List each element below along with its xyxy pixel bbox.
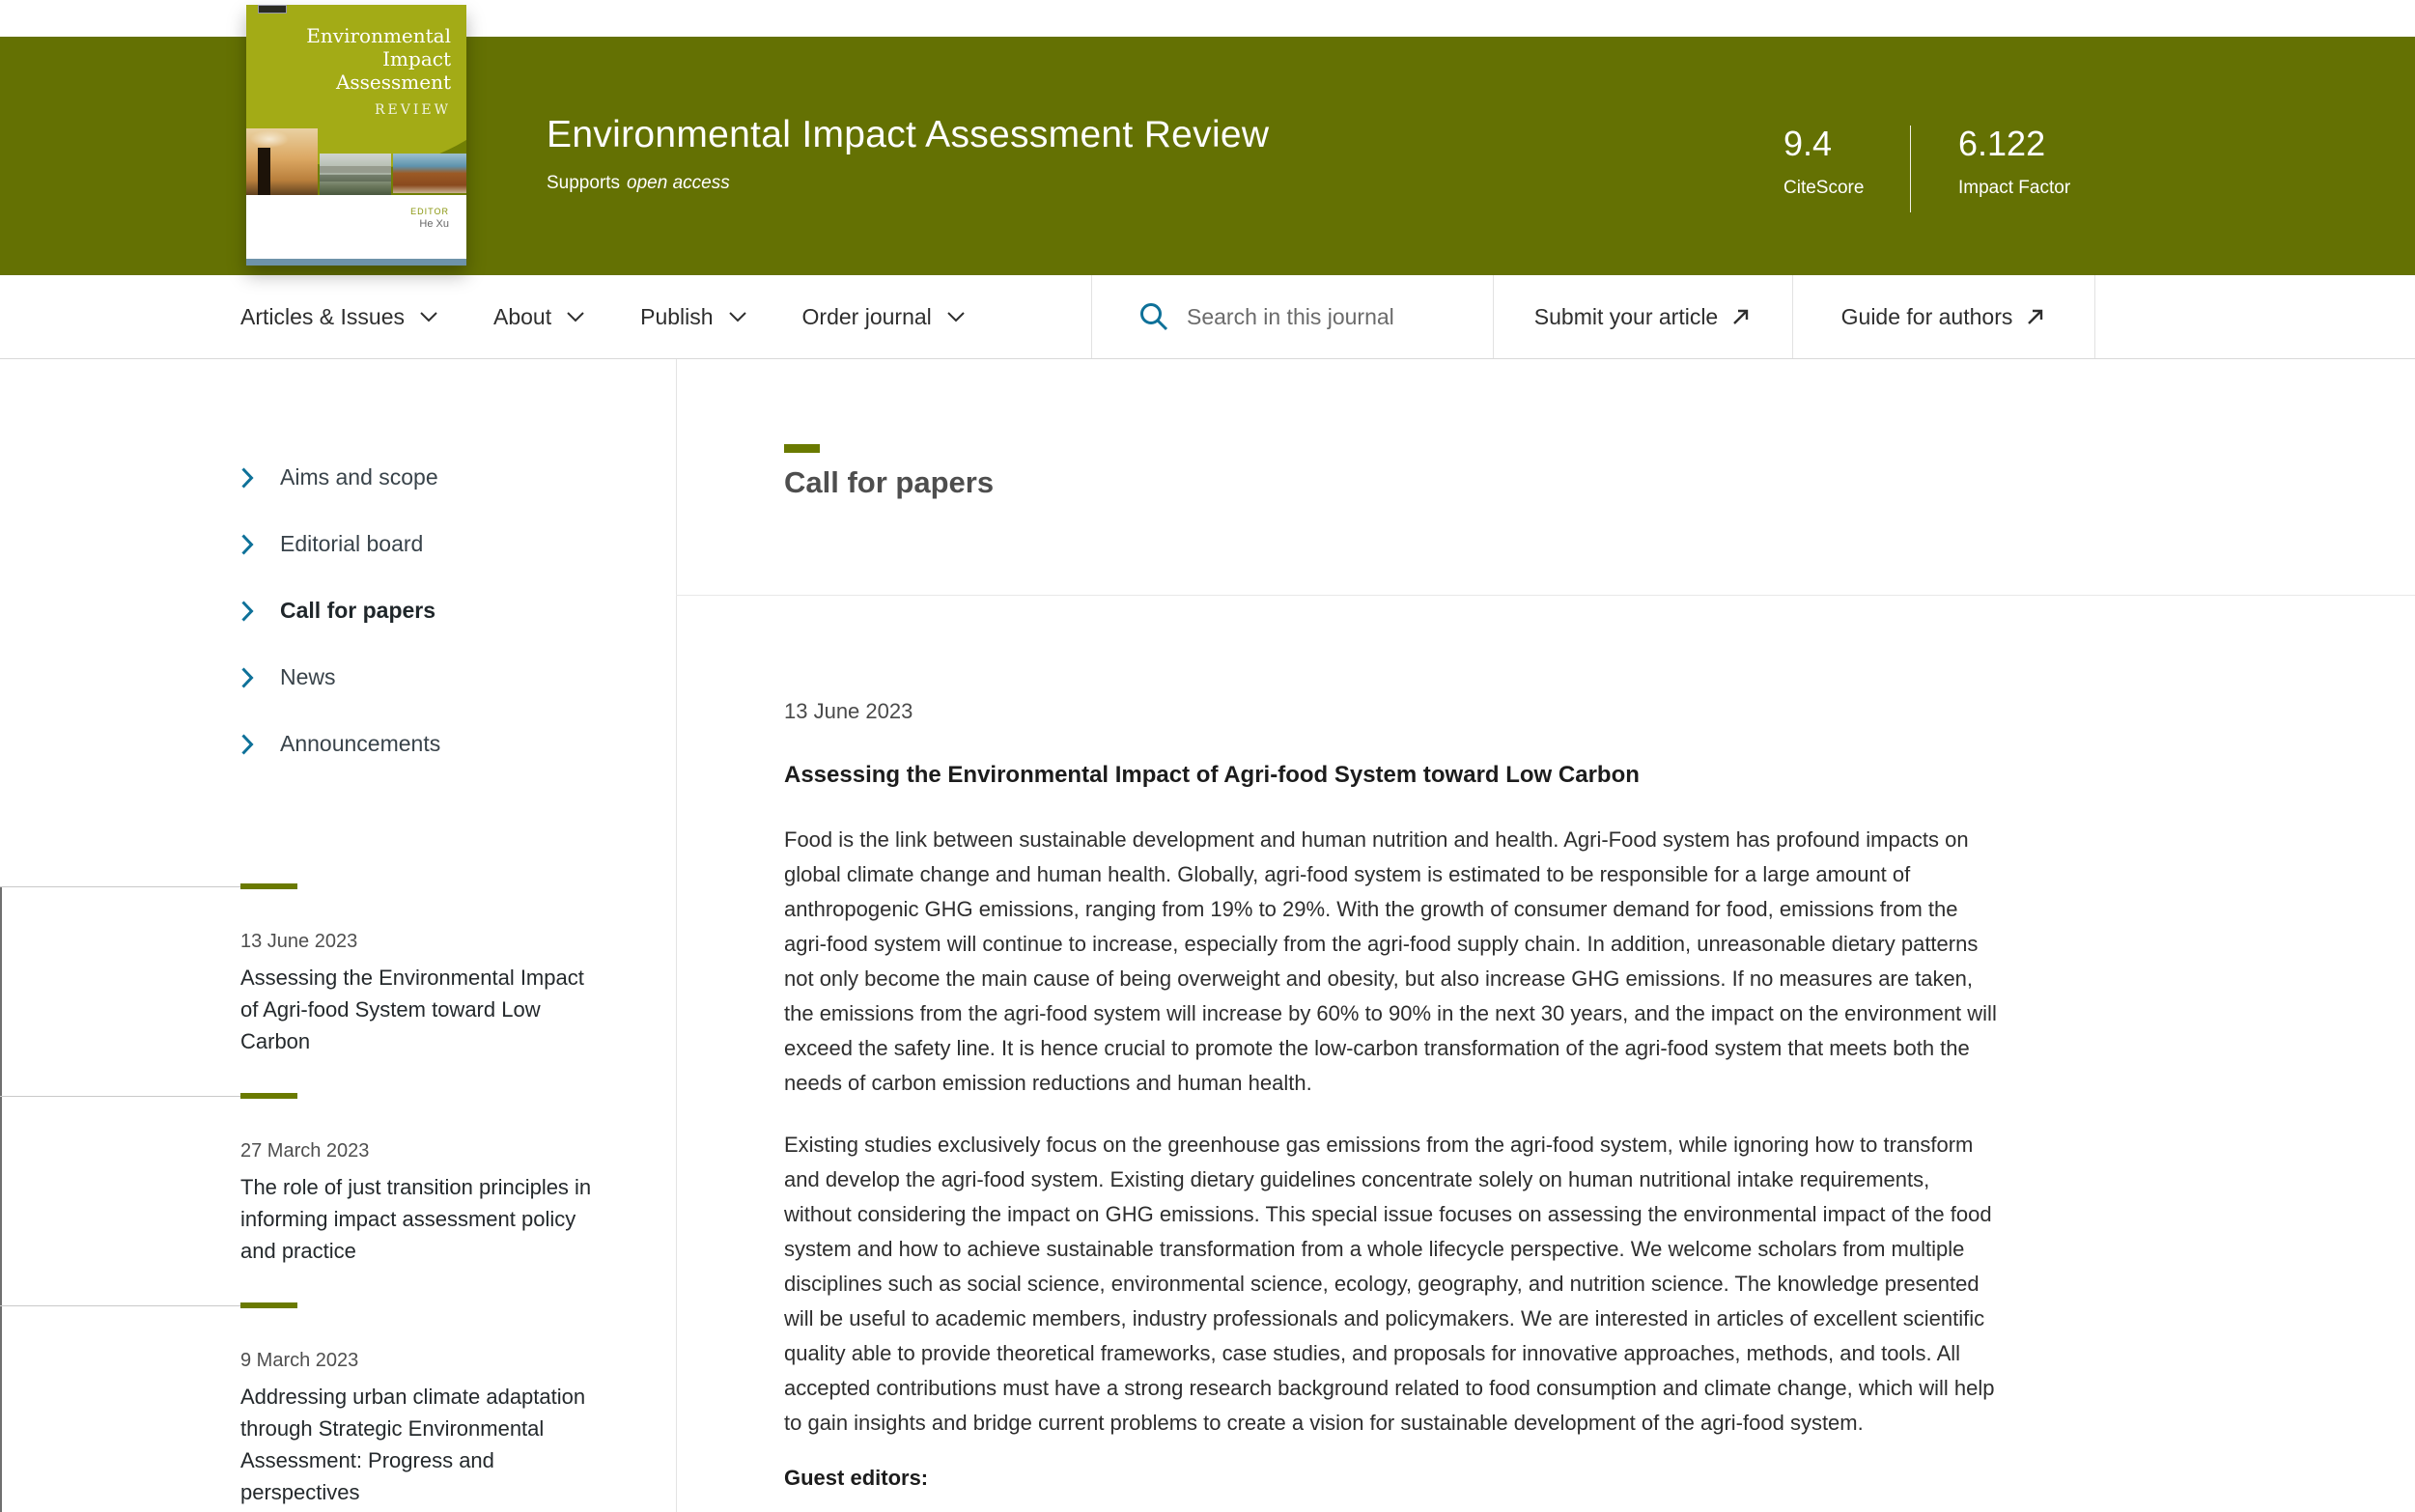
citescore-value: 9.4 — [1783, 124, 1833, 163]
news-date: 27 March 2023 — [240, 1140, 370, 1162]
sidebar-item-news[interactable]: News — [240, 644, 440, 711]
citescore-metric — [1783, 124, 1910, 212]
news-title: Addressing urban climate adaptation through Strategic Environmental Assessment: Progress and perspectives — [240, 1385, 586, 1504]
cover-issn-badge — [258, 5, 287, 14]
sidebar-news-list — [0, 886, 676, 1512]
news-item[interactable] — [0, 886, 676, 1096]
news-accent-dash — [240, 1093, 297, 1099]
sidebar-nav — [240, 444, 440, 777]
cover-subtitle: REVIEW — [374, 102, 451, 118]
news-divider — [0, 1305, 297, 1306]
submit-your-article-link[interactable]: Submit your article — [1493, 275, 1792, 358]
impact-factor-label: Impact Factor — [1958, 178, 2071, 198]
sidebar-item-editorial-board[interactable]: Editorial board — [240, 511, 440, 577]
article-title: Assessing the Environmental Impact of Agri-food System toward Low Carbon — [784, 762, 1640, 788]
sidebar-item-aims-and-scope[interactable]: Aims and scope — [240, 444, 440, 511]
supports-open-access: Supports open access — [547, 173, 730, 193]
chevron-down-icon — [419, 311, 438, 322]
search-input[interactable] — [1091, 275, 1493, 358]
news-item[interactable] — [0, 1305, 676, 1512]
journal-title: Environmental Impact Assessment Review — [547, 114, 1270, 155]
chevron-right-icon — [240, 533, 254, 556]
chevron-right-icon — [240, 666, 254, 689]
cover-bottom-bar — [246, 259, 466, 266]
navbar-actions — [1091, 275, 2095, 358]
guest-editors-label: Guest editors: — [784, 1466, 929, 1490]
news-item[interactable] — [0, 1096, 676, 1305]
menu-order-journal[interactable]: Order journal — [802, 304, 966, 330]
main-column — [676, 359, 2415, 1512]
menu-publish[interactable]: Publish — [640, 304, 746, 330]
impact-factor-value: 6.122 — [1958, 124, 2046, 163]
cover-editor-label: EDITOR — [410, 207, 449, 216]
cover-photo-bridge — [320, 154, 391, 195]
news-title: Assessing the Environmental Impact of Agri-food System toward Low Carbon — [240, 966, 584, 1053]
cover-footer — [246, 195, 466, 259]
cover-photo-smokestack — [246, 128, 318, 195]
article-paragraph: Existing studies exclusively focus on the greenhouse gas emissions from the agri-food system, while ignoring how to transform and develop the agri-food system. Existing dietary guidelines concentrate solely on human nutritional intake requirements, without considering the impact on GHG emissions. This special issue focuses on assessing the environmental impact of the food system and how to achieve sustainable transformation from a whole lifecycle perspective. We welcome scholars from multiple disciplines such as social science, environmental science, ecology, geography, and nutrition science. The knowledge presented will be useful to academic members, industry professionals and policymakers. We are interested in articles of excellent scientific quality able to provide theoretical frameworks, case studies, and proposals for innovative approaches, methods, and tools. All accepted contributions must have a strong research background related to food consumption and climate change, which will help to gain insights and bridge current problems to create a vision for sustainable development of the agri-food system. — [784, 1133, 1995, 1435]
chevron-right-icon — [240, 733, 254, 756]
menu-articles-issues[interactable]: Articles & Issues — [240, 304, 438, 330]
chevron-right-icon — [240, 466, 254, 490]
sidebar-item-announcements[interactable]: Announcements — [240, 711, 440, 777]
news-accent-dash — [240, 1302, 297, 1308]
chevron-down-icon — [728, 311, 747, 322]
search-placeholder: Search in this journal — [1187, 303, 1394, 329]
navbar — [0, 275, 2415, 359]
call-for-papers-article — [784, 699, 2003, 1491]
menu-about[interactable]: About — [493, 304, 585, 330]
news-date: 13 June 2023 — [240, 931, 358, 952]
page-title-accent-dash — [784, 444, 820, 453]
impact-factor-metric — [1911, 124, 2070, 212]
chevron-right-icon — [240, 600, 254, 623]
news-divider — [0, 886, 297, 887]
content-area — [0, 359, 2415, 1512]
article-paragraph: Food is the link between sustainable development and human nutrition and health. Agri-Food system has profound impacts on global climate change and human health. Globally, agri-food system is estimated to be responsible for a large amount of anthropogenic GHG emissions, ranging from 19% to 29%. With the growth of consumer demand for food, emissions from the agri-food system will continue to increase, especially from the agri-food supply chain. In addition, unreasonable dietary patterns not only become the main cause of being overweight and obesity, but also increase GHG emissions. If no measures are taken, the emissions from the agri-food system will increase by 60% to 90% in the next 30 years, and the impact on the environment will exceed the safety line. It is hence crucial to promote the low-carbon transformation of the agri-food system that meets both the needs of carbon emission reductions and human health. — [784, 827, 1997, 1095]
guide-for-authors-link[interactable]: Guide for authors — [1792, 275, 2095, 358]
sidebar-item-call-for-papers[interactable]: Call for papers — [240, 577, 440, 644]
search-icon — [1137, 300, 1170, 333]
cover-photo-pipeline — [393, 154, 466, 193]
external-link-icon — [1730, 306, 1752, 327]
navbar-menus — [240, 275, 966, 358]
journal-metrics — [1783, 124, 2070, 212]
citescore-label: CiteScore — [1783, 178, 1865, 198]
news-date: 9 March 2023 — [240, 1350, 359, 1371]
article-date: 13 June 2023 — [784, 699, 913, 723]
journal-cover[interactable] — [246, 5, 466, 266]
news-title: The role of just transition principles in informing impact assessment policy and practice — [240, 1175, 592, 1263]
chevron-down-icon — [946, 311, 966, 322]
cover-artwork — [246, 5, 466, 195]
page-header-divider — [676, 595, 2415, 596]
cover-editor-name: He Xu — [419, 218, 449, 230]
news-accent-dash — [240, 883, 297, 889]
chevron-down-icon — [566, 311, 585, 322]
cover-title: Environmental Impact Assessment REVIEW — [306, 24, 451, 122]
journal-header — [547, 114, 1269, 194]
news-divider — [0, 1096, 297, 1097]
external-link-icon — [2025, 306, 2046, 327]
page-title: Call for papers — [784, 465, 995, 499]
